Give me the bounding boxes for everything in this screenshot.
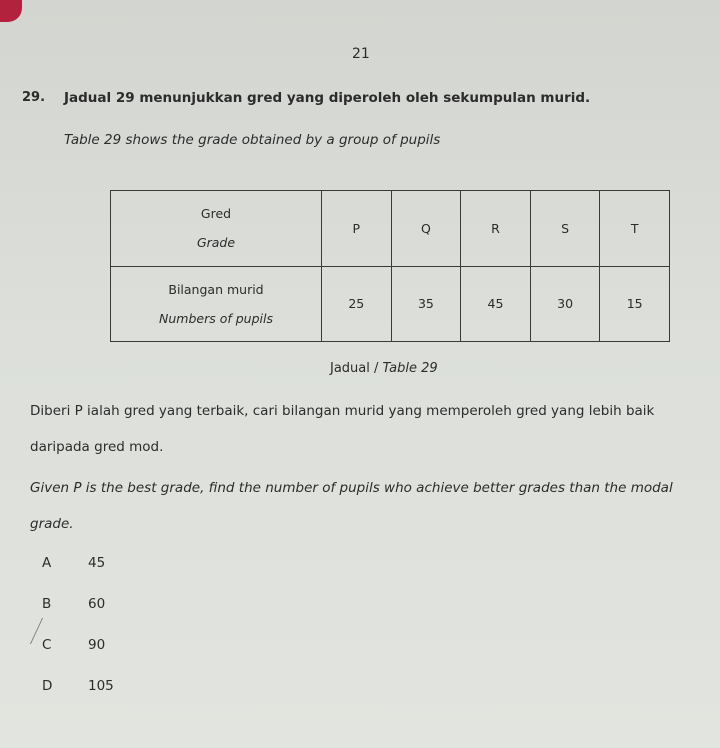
- pupil-count-cell: 30: [530, 266, 600, 342]
- grade-cell: P: [322, 191, 392, 267]
- grade-header-cell: [111, 191, 322, 267]
- pupil-count-header-malay: Bilangan murid: [168, 281, 264, 297]
- pupil-count-header-cell: [111, 266, 322, 342]
- caption-separator: /: [369, 361, 383, 376]
- grade-header-malay: Gred: [200, 206, 232, 222]
- grade-header-english: Grade: [196, 235, 236, 251]
- option-b[interactable]: [42, 596, 105, 612]
- prompt-malay: Diberi P ialah gred yang terbaik, cari bilangan murid yang memperoleh gred yang lebih baik daripada gred mod.: [30, 403, 655, 455]
- option-label: C: [42, 637, 52, 653]
- option-value: 105: [88, 678, 114, 694]
- pupil-count-cell: 25: [322, 266, 392, 342]
- pupil-count-header-english: Numbers of pupils: [159, 310, 273, 326]
- table-caption: [330, 361, 438, 376]
- option-c[interactable]: [42, 637, 105, 653]
- option-label: A: [42, 555, 52, 571]
- grade-cell: Q: [391, 191, 461, 267]
- option-label: D: [42, 678, 53, 694]
- pupil-count-cell: 15: [600, 266, 670, 342]
- pupil-count-row: [111, 266, 670, 342]
- caption-english: Table 29: [382, 361, 438, 376]
- caption-malay: Jadual: [330, 361, 370, 376]
- grade-row: [111, 191, 670, 267]
- grade-cell: R: [461, 191, 531, 267]
- grade-cell: T: [600, 191, 670, 267]
- question-number: 29.: [22, 90, 46, 105]
- page-corner-mark: [0, 0, 22, 22]
- option-value: 60: [88, 596, 106, 612]
- grade-table: [110, 190, 670, 342]
- option-label: B: [42, 596, 52, 612]
- pupil-count-cell: 35: [391, 266, 461, 342]
- question-title-malay: Jadual 29 menunjukkan gred yang diperoleh oleh sekumpulan murid.: [64, 90, 591, 106]
- pupil-count-cell: 45: [461, 266, 531, 342]
- option-d[interactable]: [42, 678, 114, 694]
- option-value: 45: [88, 555, 106, 571]
- question-title-english: Table 29 shows the grade obtained by a group of pupils: [64, 132, 441, 148]
- option-a[interactable]: [42, 555, 105, 571]
- option-value: 90: [88, 637, 106, 653]
- page-number: 21: [352, 46, 370, 62]
- grade-cell: S: [530, 191, 600, 267]
- prompt-english: Given P is the best grade, find the number of pupils who achieve better grades than the modal grade.: [30, 480, 673, 532]
